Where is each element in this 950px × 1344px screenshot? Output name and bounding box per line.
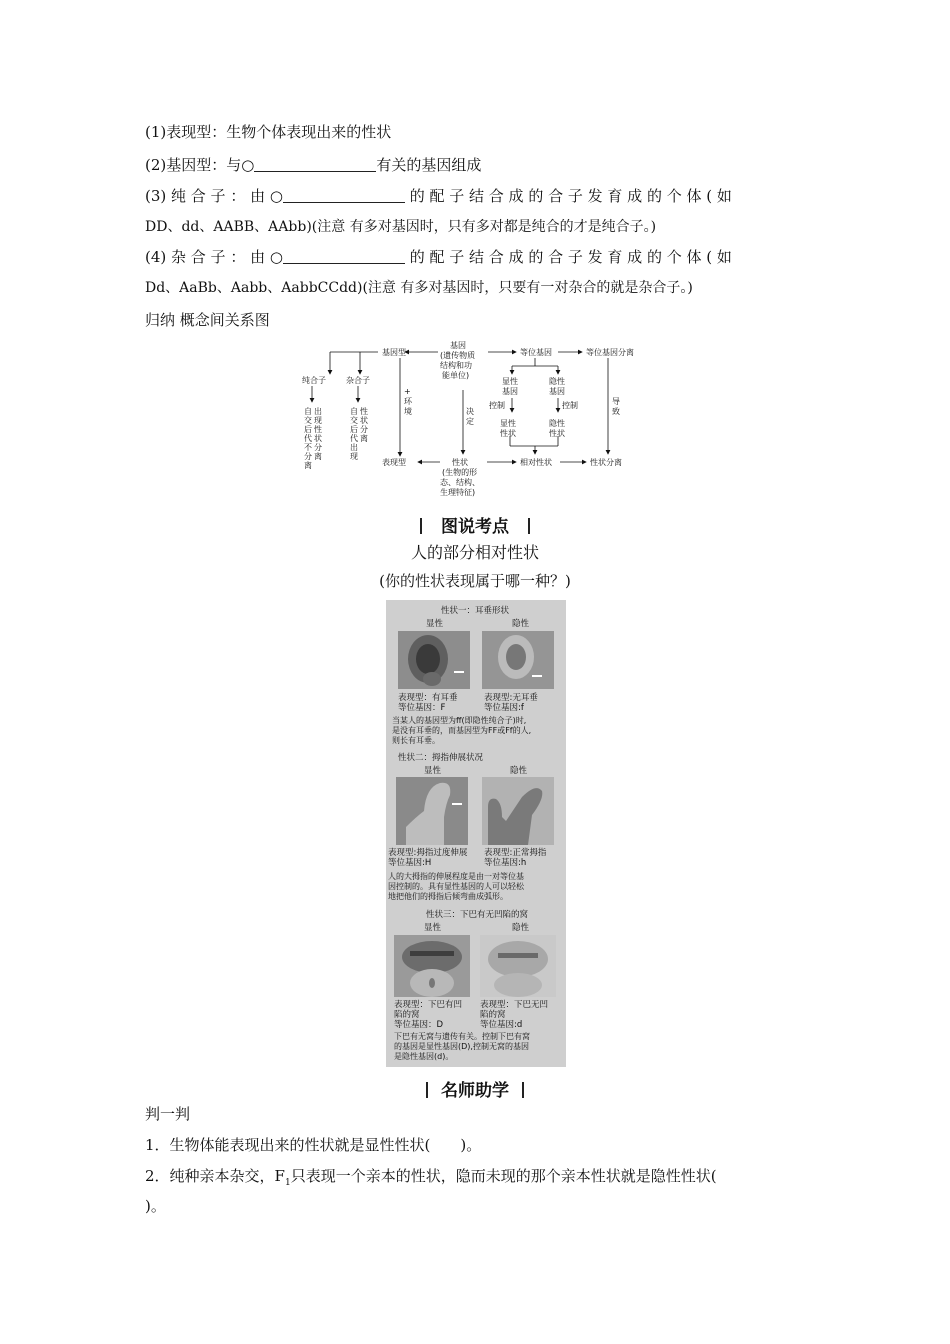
title2-bar-right bbox=[522, 1082, 524, 1098]
node-trait-separation: 性状分离 bbox=[590, 458, 622, 467]
trait2-note-1: 人的大拇指的伸展程度是由一对等位基 bbox=[388, 872, 524, 881]
vertical-note-char: 离 bbox=[304, 461, 312, 470]
traits-figure-panel bbox=[386, 600, 566, 1067]
vertical-note-char: 离 bbox=[314, 452, 322, 461]
vertical-note-char: 不 bbox=[304, 443, 312, 452]
vertical-note-char: 现 bbox=[350, 452, 358, 461]
definition-homozygote bbox=[145, 186, 732, 206]
vertical-note-char: 性 bbox=[360, 407, 368, 416]
trait1-dominant-allele: 等位基因：F bbox=[398, 703, 446, 713]
vertical-note-char: 离 bbox=[360, 434, 368, 443]
node-recessive-gene-2: 基因 bbox=[549, 387, 565, 396]
trait2-recessive-label: 隐性 bbox=[510, 766, 528, 776]
heterozygote-label: (4) 杂 合 子 ： 由 ○ bbox=[145, 248, 283, 266]
homozygote-label: (3) 纯 合 子 ： 由 ○ bbox=[145, 187, 283, 205]
trait1-recessive-allele: 等位基因:f bbox=[484, 703, 524, 713]
no-ear-lobe-photo bbox=[482, 631, 554, 689]
definition-heterozygote bbox=[145, 247, 732, 267]
genotype-rest: 有关的基因组成 bbox=[376, 156, 482, 174]
vertical-note-char: 状 bbox=[360, 416, 368, 425]
node-gene-sub2: 结构和功 bbox=[440, 361, 472, 370]
section-title-text: 图说考点 bbox=[441, 517, 509, 537]
node-trait-sub3: 生理特征) bbox=[440, 488, 476, 497]
node-allele-separation: 等位基因分离 bbox=[586, 348, 634, 357]
vertical-note-char: 状 bbox=[314, 434, 322, 443]
trait3-dominant-phenotype: 表现型：下巴有凹 bbox=[394, 1000, 463, 1010]
vertical-note-char: 出 bbox=[314, 407, 322, 416]
trait2-recessive-allele: 等位基因:h bbox=[484, 858, 527, 868]
label-lead-2: 致 bbox=[612, 407, 620, 416]
trait3-recessive-phenotype-2: 陷的窝 bbox=[480, 1010, 506, 1020]
trait2-dominant-phenotype: 表现型:拇指过度伸展 bbox=[388, 848, 468, 858]
trait3-dominant-phenotype-2: 陷的窝 bbox=[394, 1010, 420, 1020]
trait1-recessive-label: 隐性 bbox=[512, 619, 530, 629]
judge-question-1: 1．生物体能表现出来的性状就是显性性状( )。 bbox=[145, 1136, 482, 1154]
trait1-title: 性状一：耳垂形状 bbox=[441, 606, 510, 616]
trait2-note-3: 地把他们的拇指后倾弯曲成弧形。 bbox=[388, 892, 508, 901]
node-dominant-trait-1: 显性 bbox=[500, 419, 516, 428]
trait2-recessive-phenotype: 表现型:正常拇指 bbox=[484, 848, 547, 858]
node-trait-sub1: (生物的形 bbox=[442, 468, 478, 477]
genotype-blank[interactable] bbox=[254, 156, 376, 172]
node-dominant-gene-2: 基因 bbox=[502, 387, 518, 396]
section-title-figure bbox=[0, 512, 950, 537]
homozygote-blank[interactable] bbox=[283, 187, 405, 203]
title-bar-right bbox=[528, 518, 530, 534]
judge-question-2-end: )。 bbox=[145, 1197, 166, 1215]
trait1-dominant-label: 显性 bbox=[426, 619, 444, 629]
homozygote-rest: 的 配 子 结 合 成 的 合 子 发 育 成 的 个 体 ( 如 bbox=[404, 187, 732, 205]
vertical-note-char: 分 bbox=[304, 452, 312, 461]
trait2-title: 性状二：拇指伸展状况 bbox=[398, 753, 484, 763]
node-allele: 等位基因 bbox=[520, 348, 552, 357]
trait3-recessive-allele: 等位基因:d bbox=[480, 1020, 523, 1030]
vertical-note-char: 后 bbox=[304, 425, 312, 434]
vertical-note-char: 自 bbox=[350, 407, 358, 416]
label-control-1: 控制 bbox=[489, 401, 505, 410]
vertical-note-char: 现 bbox=[314, 416, 322, 425]
label-environment-plus: + bbox=[404, 387, 411, 396]
judge-question-2 bbox=[145, 1166, 717, 1193]
vertical-note-char: 出 bbox=[350, 443, 358, 452]
homozygote-note: DD、dd、AABB、AAbb)(注意 有多对基因时，只有多对都是纯合的才是纯合子。) bbox=[145, 219, 657, 235]
title-bar-left bbox=[420, 518, 422, 534]
section-title-teacher bbox=[0, 1076, 950, 1101]
node-gene-sub1: (遗传物质 bbox=[440, 351, 476, 360]
genotype-label: (2)基因型：与○ bbox=[145, 156, 255, 174]
vertical-note-char: 代 bbox=[304, 434, 312, 443]
vertical-note-char: 交 bbox=[350, 416, 358, 425]
title2-bar-left bbox=[426, 1082, 428, 1098]
node-recessive-gene-1: 隐性 bbox=[549, 377, 565, 386]
node-dominant-gene-1: 显性 bbox=[502, 377, 518, 386]
node-heterozygote: 杂合子 bbox=[346, 376, 370, 385]
label-decide-2: 定 bbox=[466, 417, 474, 426]
vertical-note-char: 代 bbox=[350, 434, 358, 443]
hitchhiker-thumb-photo bbox=[396, 777, 468, 845]
heterozygote-rest: 的 配 子 结 合 成 的 合 子 发 育 成 的 个 体 ( 如 bbox=[404, 248, 732, 266]
node-genotype: 基因型 bbox=[382, 348, 406, 357]
chin-dimple-photo bbox=[394, 935, 470, 997]
heterozygote-blank[interactable] bbox=[283, 248, 405, 264]
trait1-recessive-phenotype: 表现型:无耳垂 bbox=[484, 693, 538, 703]
vertical-note-char: 后 bbox=[350, 425, 358, 434]
trait2-note-2: 因控制的。具有显性基因的人可以轻松 bbox=[388, 882, 524, 891]
definition-genotype bbox=[145, 155, 481, 175]
node-trait: 性状 bbox=[452, 458, 468, 467]
label-control-2: 控制 bbox=[562, 401, 578, 410]
trait3-dominant-allele: 等位基因：D bbox=[394, 1020, 444, 1030]
node-recessive-trait-1: 隐性 bbox=[549, 419, 565, 428]
label-lead-1: 导 bbox=[612, 397, 620, 406]
trait1-note-1: 当某人的基因型为ff(即隐性纯合子)时, bbox=[392, 716, 527, 725]
summary-heading: 归纳 概念间关系图 bbox=[145, 311, 270, 329]
trait3-recessive-label: 隐性 bbox=[512, 923, 530, 933]
q2-part2: 只表现一个亲本的性状，隐而未现的那个亲本性状就是隐性性状( bbox=[290, 1167, 717, 1185]
trait3-note-2: 的基因是显性基因(D),控制无窝的基因 bbox=[394, 1042, 529, 1051]
q2-part1: 2．纯种亲本杂交，F bbox=[145, 1167, 285, 1185]
node-homozygote: 纯合子 bbox=[302, 376, 326, 385]
trait2-dominant-label: 显性 bbox=[424, 766, 442, 776]
q2-subscript: 1 bbox=[284, 1178, 291, 1188]
trait3-dominant-label: 显性 bbox=[424, 923, 442, 933]
concept-diagram bbox=[290, 338, 660, 508]
label-decide-1: 决 bbox=[466, 407, 474, 416]
node-gene: 基因 bbox=[450, 341, 466, 350]
section2-title-text: 名师助学 bbox=[441, 1081, 509, 1101]
node-gene-sub3: 能单位) bbox=[442, 371, 470, 380]
normal-thumb-photo bbox=[482, 777, 554, 845]
trait1-note-2: 是没有耳垂的，而基因型为FF或Ff的人, bbox=[392, 726, 532, 735]
no-chin-dimple-photo bbox=[480, 935, 556, 997]
node-relative-traits: 相对性状 bbox=[520, 458, 552, 467]
trait1-note-3: 则长有耳垂。 bbox=[392, 736, 440, 745]
node-dominant-trait-2: 性状 bbox=[500, 429, 516, 438]
vertical-note-char: 分 bbox=[314, 443, 322, 452]
trait3-title: 性状三：下巴有无凹陷的窝 bbox=[426, 910, 529, 920]
trait3-note-3: 是隐性基因(d)。 bbox=[394, 1052, 454, 1061]
definition-phenotype: (1)表现型：生物个体表现出来的性状 bbox=[145, 123, 392, 141]
vertical-note-char: 自 bbox=[304, 407, 312, 416]
figure-caption: 人的部分相对性状 bbox=[410, 543, 539, 562]
node-trait-sub2: 态、结构、 bbox=[440, 478, 480, 487]
trait3-note-1: 下巴有无窝与遗传有关。控制下巴有窝 bbox=[394, 1032, 530, 1041]
heterozygote-note: Dd、AaBb、Aabb、AabbCCdd)(注意 有多对基因时，只要有一对杂合的就是杂合子。) bbox=[145, 280, 693, 296]
vertical-note-char: 交 bbox=[304, 416, 312, 425]
vertical-note-char: 性 bbox=[314, 425, 322, 434]
judge-heading: 判一判 bbox=[145, 1105, 191, 1123]
node-recessive-trait-2: 性状 bbox=[549, 429, 565, 438]
figure-subcaption: (你的性状表现属于哪一种？) bbox=[379, 572, 571, 590]
node-phenotype: 表现型 bbox=[382, 458, 406, 467]
label-environment-2: 境 bbox=[404, 407, 412, 416]
trait1-dominant-phenotype: 表现型：有耳垂 bbox=[398, 693, 458, 703]
ear-lobe-photo bbox=[398, 631, 470, 689]
vertical-note-char: 分 bbox=[360, 425, 368, 434]
vertical-notes bbox=[304, 406, 368, 470]
label-environment-1: 环 bbox=[404, 397, 412, 406]
trait3-recessive-phenotype: 表现型：下巴无凹 bbox=[480, 1000, 549, 1010]
trait2-dominant-allele: 等位基因:H bbox=[388, 858, 432, 868]
